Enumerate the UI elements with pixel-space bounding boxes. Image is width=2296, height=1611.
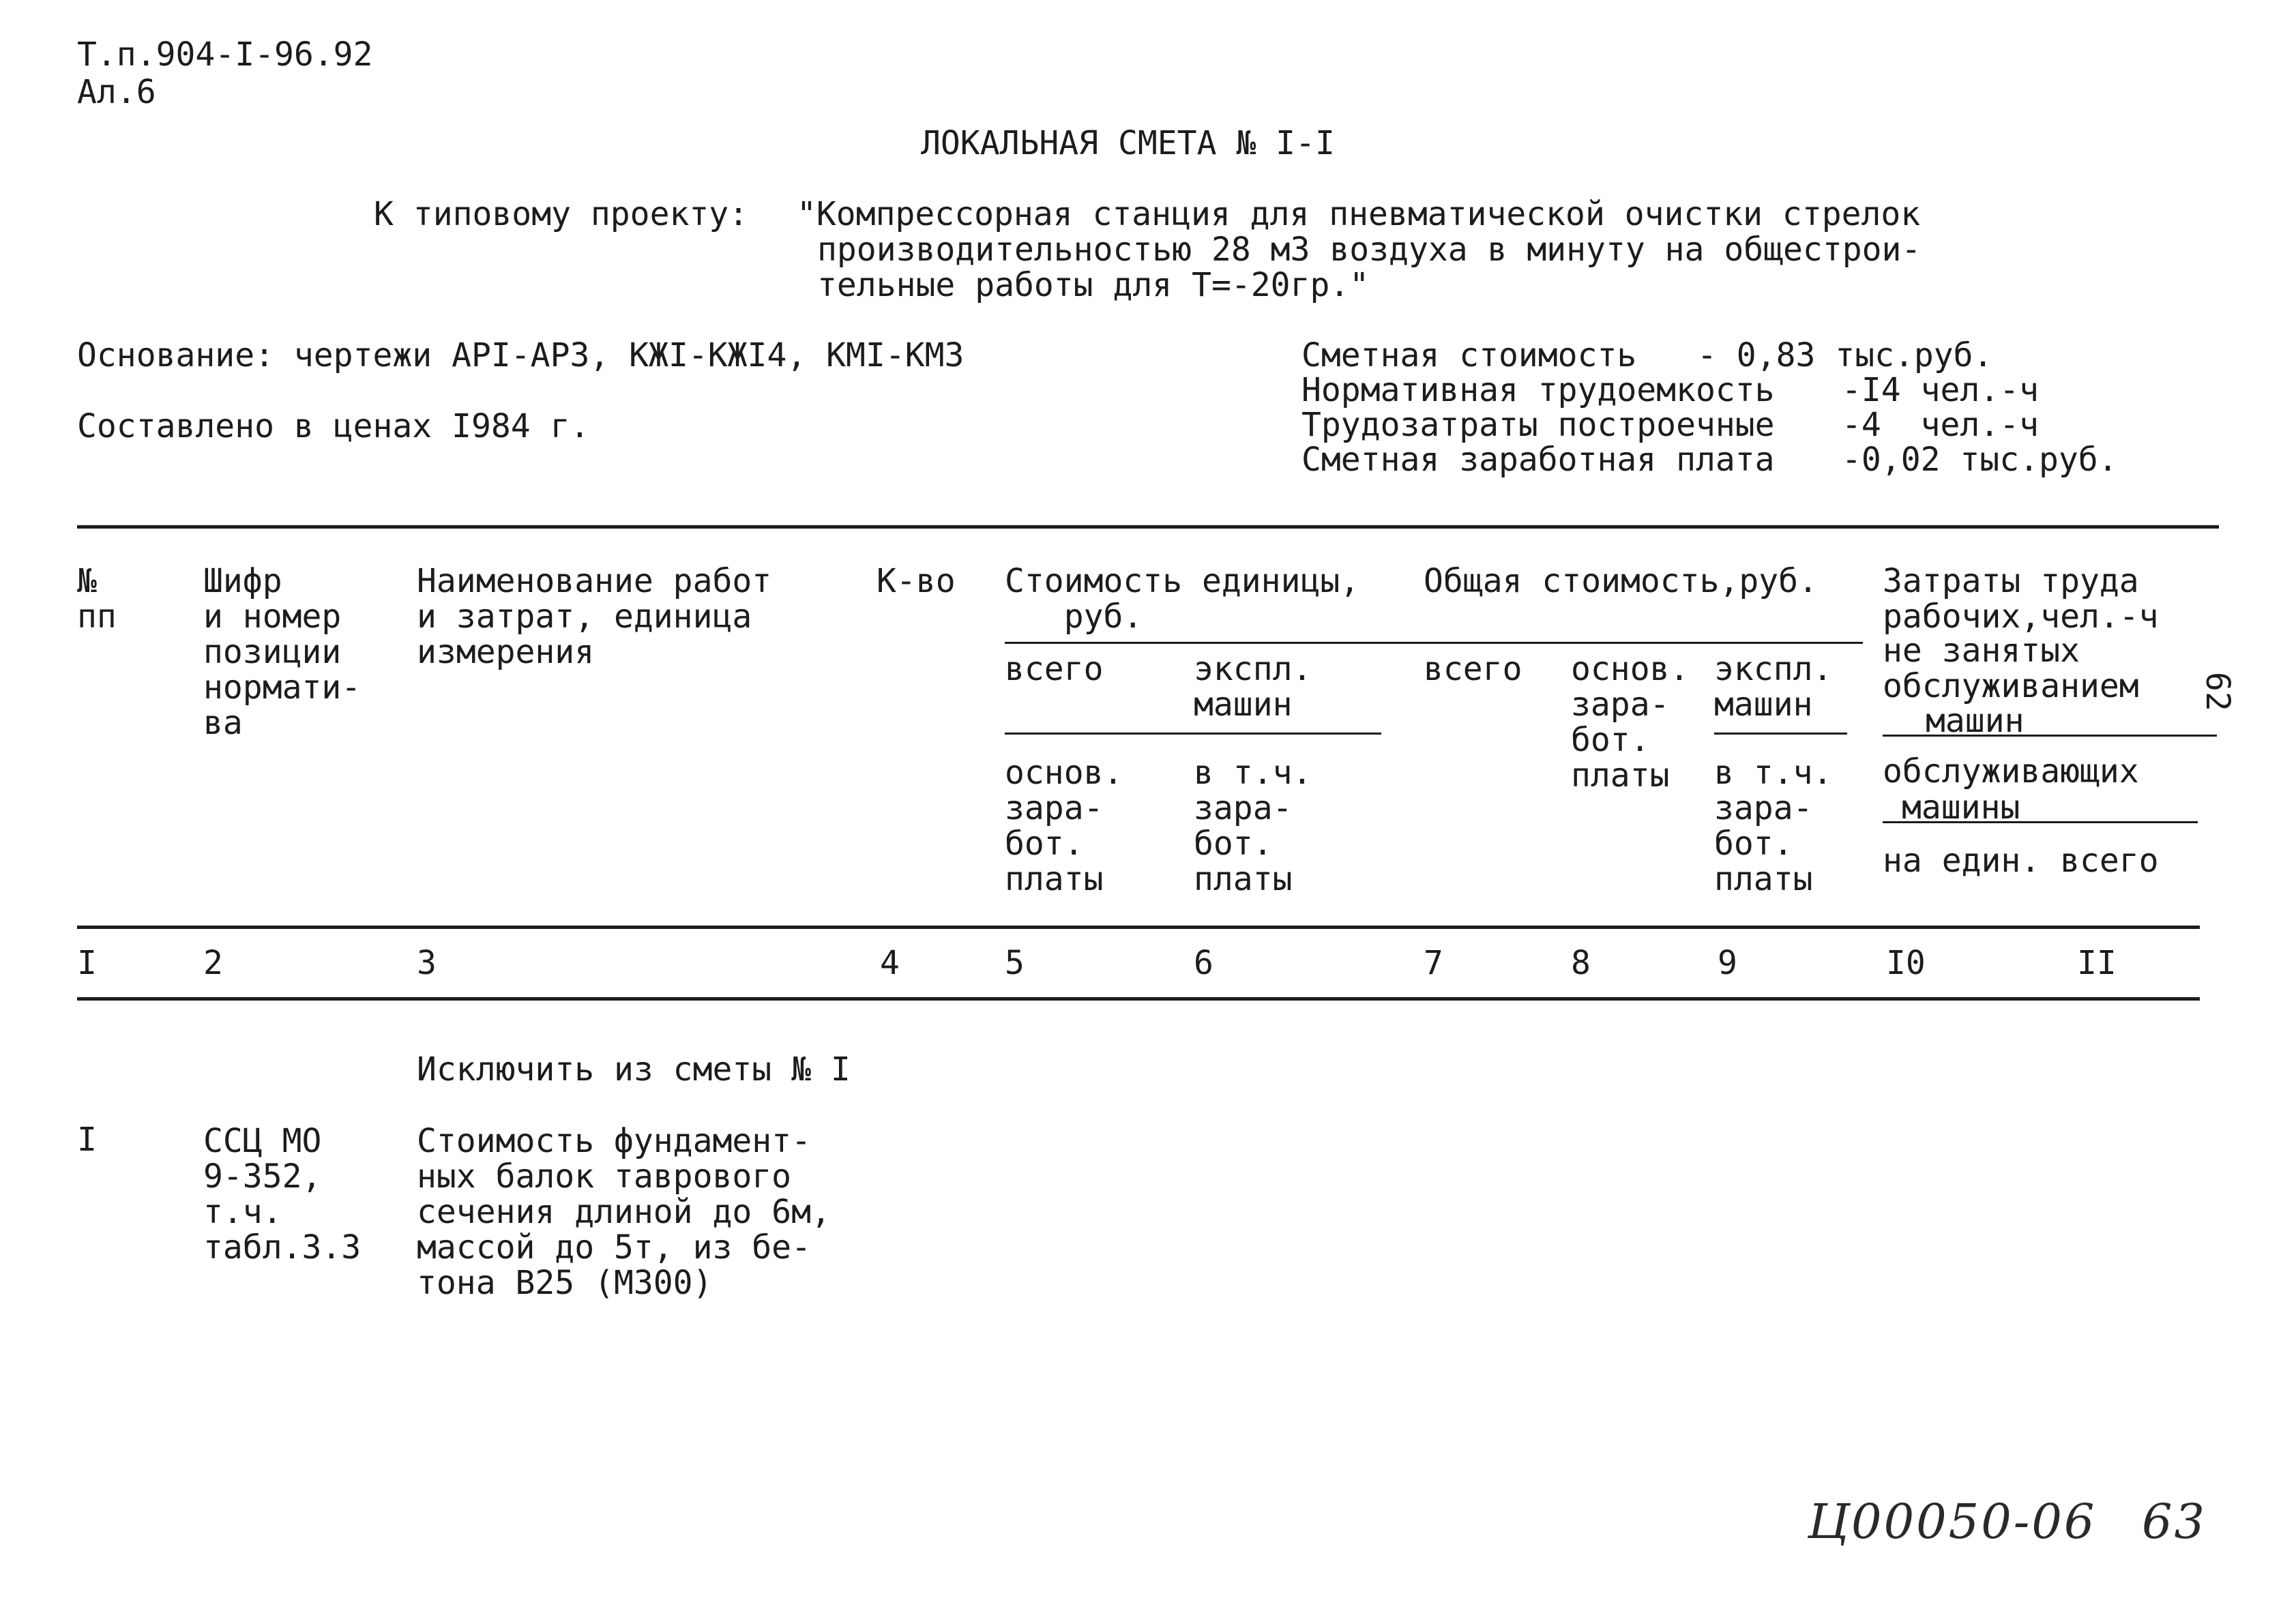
col-header-total-machine-wages: в т.ч. зара- бот. платы xyxy=(1714,754,1833,898)
col-header-name: Наименование работ и затрат, единица измерения xyxy=(417,562,772,671)
column-number: 3 xyxy=(417,944,437,982)
page-title: ЛОКАЛЬНАЯ СМЕТА № I-I xyxy=(921,124,1335,162)
summary-label: Нормативная трудоемкость xyxy=(1301,371,1775,409)
numbers-bottom-rule xyxy=(77,997,2200,1001)
col-header-labor: Затраты труда рабочих,чел.-ч xyxy=(1883,562,2159,636)
row-name: Стоимость фундамент- ных балок таврового сечения длиной до 6м, массой до 5т, из бе- тона В25 (М300) xyxy=(417,1122,831,1302)
col-header-labor-not-servicing: не занятых обслуживанием xyxy=(1883,632,2139,705)
col-header-unit-cost: Стоимость единицы, руб. xyxy=(1005,562,1360,636)
col-header-total-wages: основ. зара- бот. платы xyxy=(1571,650,1690,795)
column-number: 2 xyxy=(203,944,223,982)
summary-value: - 0,83 тыс.руб. xyxy=(1697,336,1993,374)
column-number: 7 xyxy=(1424,944,1443,982)
col-header-number: № пп xyxy=(77,562,117,636)
document-reference: Т.п.904-I-96.92 xyxy=(77,35,373,74)
row-number: I xyxy=(77,1121,97,1159)
col-header-labor-per-unit-total: на един. всего xyxy=(1883,842,2159,880)
project-label: К типовому проекту: xyxy=(374,195,749,233)
col-header-unit-wages: основ. зара- бот. платы xyxy=(1005,754,1123,898)
col-header-unit-machines: экспл. машин xyxy=(1194,650,1312,724)
basis-drawings: Основание: чертежи АРI-АР3, КЖI-КЖI4, КМI-КМ3 xyxy=(77,336,965,374)
summary-label: Сметная стоимость xyxy=(1301,336,1637,374)
header-bottom-rule xyxy=(77,926,2200,929)
col-header-labor-servicing-machines: машины xyxy=(1902,788,2020,827)
project-title-line-1: "Компрессорная станция для пневматической очистки стрелок xyxy=(797,195,1921,233)
column-number: 9 xyxy=(1718,944,1737,982)
col-header-code: Шифр и номер позиции нормати- ва xyxy=(203,562,362,742)
column-number: I0 xyxy=(1886,944,1926,982)
table-top-rule xyxy=(77,525,2219,529)
header-divider xyxy=(1714,733,1847,735)
col-header-total-machines: экспл. машин xyxy=(1714,650,1833,724)
summary-label: Сметная заработная плата xyxy=(1301,441,1775,479)
footer-page-number: 63 xyxy=(2142,1494,2207,1550)
col-header-unit-total: всего xyxy=(1005,650,1104,688)
sheet-number: Ал.6 xyxy=(77,73,156,111)
header-divider xyxy=(1005,733,1381,735)
archive-code: Ц00050-06 xyxy=(1808,1494,2097,1550)
margin-page-number: 62 xyxy=(2198,672,2237,711)
summary-value: -4 чел.-ч xyxy=(1842,406,2039,444)
column-number: 4 xyxy=(880,944,900,982)
column-number: I xyxy=(77,944,97,982)
header-divider xyxy=(1005,642,1863,644)
col-header-labor-not-machines: машин xyxy=(1926,702,2025,740)
row-code: ССЦ МО 9-352, т.ч. табл.3.3 xyxy=(203,1122,362,1267)
summary-label: Трудозатраты построечные xyxy=(1301,406,1775,444)
project-title-line-2: производительностью 28 м3 воздуха в минуту на общестрои- xyxy=(817,231,1922,269)
column-number: 8 xyxy=(1571,944,1591,982)
col-header-unit-machine-wages: в т.ч. зара- бот. платы xyxy=(1194,754,1312,898)
col-header-total-all: всего xyxy=(1424,650,1522,688)
summary-value: -I4 чел.-ч xyxy=(1842,371,2039,409)
price-base: Составлено в ценах I984 г. xyxy=(77,407,590,445)
col-header-total-cost: Общая стоимость,руб. xyxy=(1424,562,1818,600)
col-header-labor-servicing: обслуживающих xyxy=(1883,752,2139,790)
column-number: 5 xyxy=(1005,944,1025,982)
section-heading: Исключить из сметы № I xyxy=(417,1050,851,1089)
summary-value: -0,02 тыс.руб. xyxy=(1842,441,2118,479)
project-title-line-3: тельные работы для Т=-20гр." xyxy=(817,266,1370,304)
column-number: 6 xyxy=(1194,944,1213,982)
column-number: II xyxy=(2077,944,2117,982)
col-header-quantity: К-во xyxy=(877,562,956,600)
